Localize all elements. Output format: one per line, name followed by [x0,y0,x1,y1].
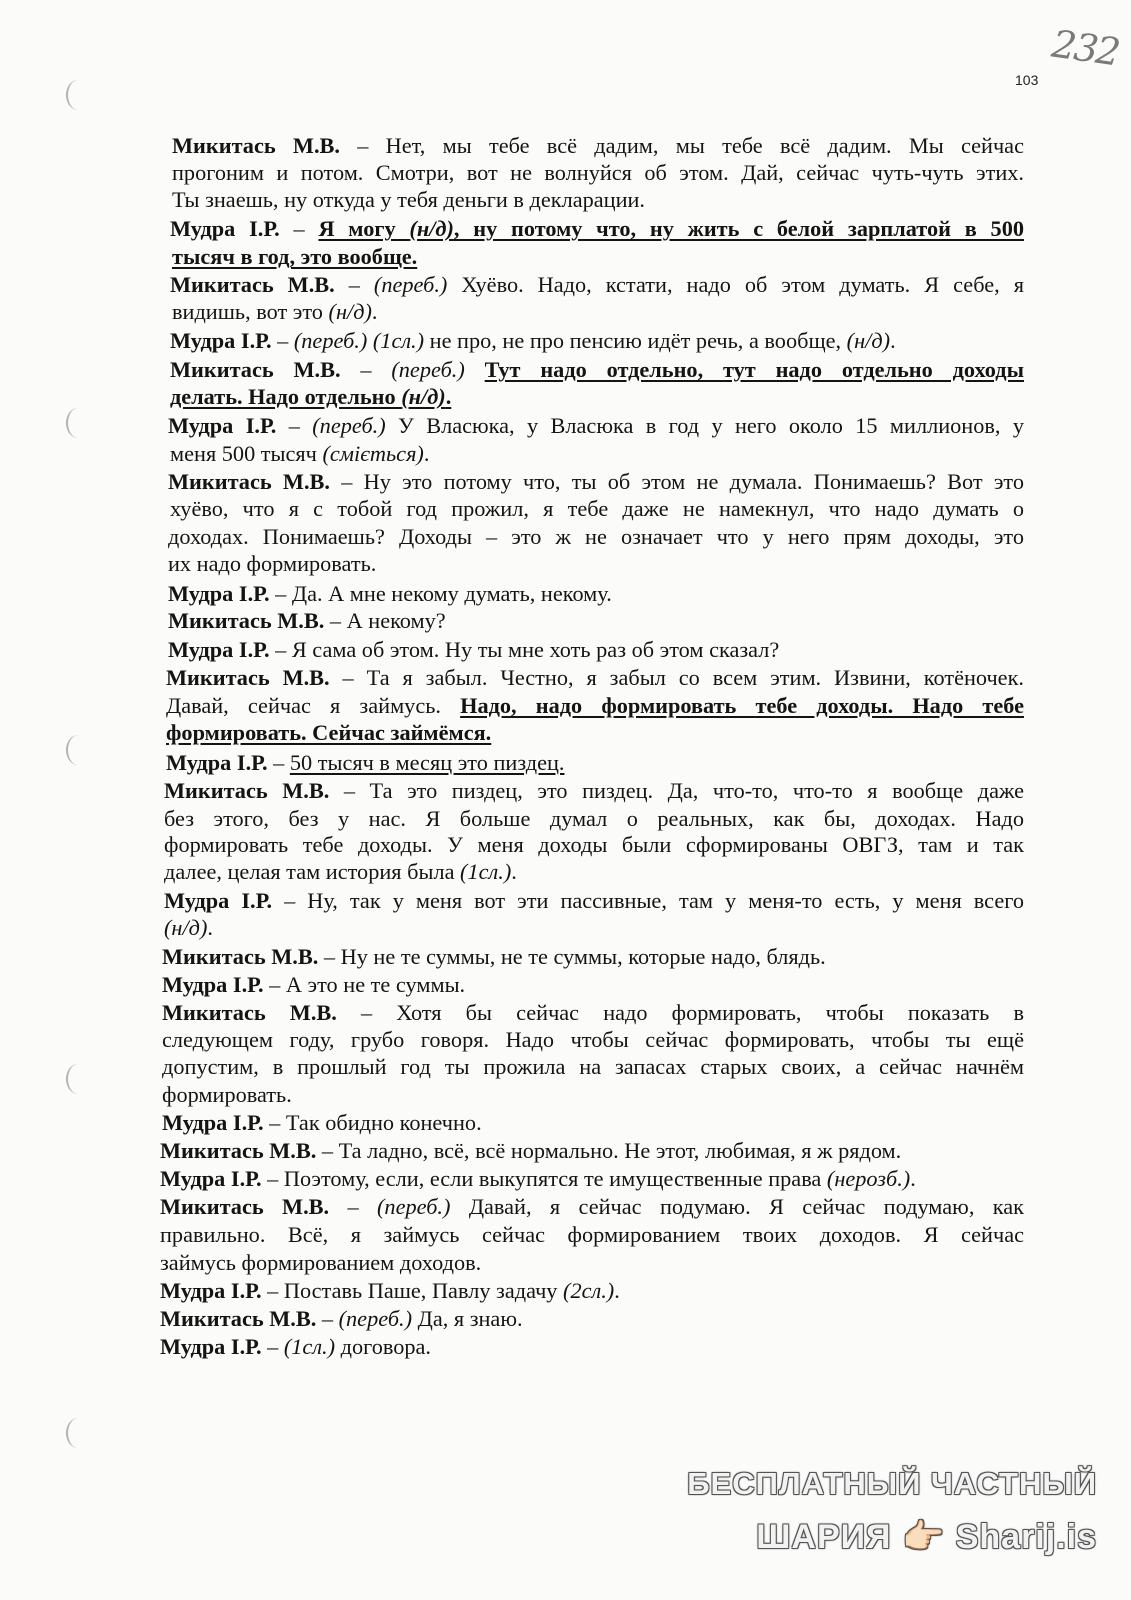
transcript-line [162,971,465,998]
speaker-name: Мудра І.Р. [168,581,270,606]
transcript-line [168,607,446,634]
transcript-line [162,1109,482,1136]
transcript-line [170,383,451,410]
transcript-line [164,777,1024,804]
line-text: 50 тысяч в месяц это пиздец. [289,750,565,775]
line-text: – Так обидно конечно. [263,1110,482,1135]
binder-hole-3 [66,735,90,765]
line-text: . [910,1166,916,1191]
handwritten-page-number: 232 [1049,21,1122,75]
line-text: (переб.) [373,272,448,297]
speaker-name: Мудра І.Р. [170,216,280,241]
transcript-line [160,1305,523,1332]
speaker-name: Мудра І.Р. [160,1278,262,1303]
line-text: – Я сама об этом. Ну ты мне хоть раз об этом сказал? [269,637,780,662]
line-text: Ты знаешь, ну откуда у тебя деньги в декларации. [172,187,646,212]
line-text: (н/д) [846,328,891,353]
line-text: . [614,1278,620,1303]
transcript-line [164,831,1024,858]
line-text: . [445,384,452,409]
speaker-name: Микитась М.В. [166,665,330,690]
transcript-line [160,1165,916,1192]
line-text: видишь, вот это [172,299,329,324]
transcript-line [164,914,213,941]
line-text: – Да. А мне некому думать, некому. [269,581,612,606]
line-text: (н/д) [328,299,372,324]
transcript-line [168,523,1024,550]
line-text: следующем году, грубо говоря. Надо чтобы сейчас формировать, чтобы ты ещё [162,1027,1024,1052]
transcript-line [166,749,564,776]
line-text: (сміється) [322,441,424,466]
line-text: Я могу [318,216,410,241]
line-text: делать. Надо отдельно [170,384,402,409]
line-text: У Власюка, у Власюка в год у него около 15 миллионов, у [385,413,1024,438]
transcript-line [170,271,1024,298]
transcript-line [172,243,417,270]
speaker-name: Микитась М.В. [160,1138,317,1163]
binder-hole-1 [66,80,90,110]
line-text: – [271,328,294,353]
line-text: – А это не те суммы. [263,972,466,997]
transcript-line [164,805,1024,832]
transcript-line [164,887,1024,914]
speaker-name: Мудра І.Р. [168,637,270,662]
transcript-line [160,1249,481,1276]
line-text: (1сл.) [283,1334,336,1359]
line-text: (переб.) (1сл.) [293,328,425,353]
transcript-line [172,132,1024,159]
transcript-line [172,186,645,213]
line-text: доходах. Понимаешь? Доходы – это ж не означает что у него прям доходы, это [168,524,1024,549]
speaker-name: Микитась М.В. [164,778,330,803]
transcript-line [162,999,1024,1026]
transcript-line [160,1137,901,1164]
line-text: – [316,1306,339,1331]
speaker-name: Микитась М.В. [160,1306,317,1331]
transcript-line [172,298,377,325]
line-text: – Поставь Паше, Павлу задачу [261,1278,564,1303]
transcript-line [160,1193,1024,1220]
transcript-line [162,1081,292,1108]
speaker-name: Мудра І.Р. [160,1334,262,1359]
line-text: . [511,859,517,884]
line-text: – Ну это потому что, ты об этом не думала. Понимаешь? Вот это [329,469,1024,494]
line-text: – Ну, так у меня вот эти пассивные, там у меня-то есть, у меня всего [272,888,1024,913]
speaker-name: Микитась М.В. [170,357,341,382]
line-text: – Та это пиздец, это пиздец. Да, что-то, что-то я вообще даже [329,778,1024,803]
line-text: – [276,413,313,438]
speaker-name: Микитась М.В. [170,272,335,297]
transcript-line [168,468,1024,495]
transcript-line [166,692,1024,719]
line-text [465,357,485,382]
line-text: – Хотя бы сейчас надо формировать, чтобы показать в [336,1000,1024,1025]
line-text: (2сл.) [563,1278,615,1303]
transcript-line [162,943,826,970]
line-text: формировать тебе доходы. У меня доходы были сформированы ОВГЗ, там и так [164,832,1024,857]
page-number: 103 [1015,72,1039,88]
speaker-name: Микитась М.В. [162,944,319,969]
transcript-line [170,356,1024,383]
speaker-name: Микитась М.В. [168,608,325,633]
line-text: правильно. Всё, я займусь сейчас формированием твоих доходов. Я сейчас [160,1222,1024,1247]
line-text: хуёво, что я с тобой год прожил, я тебе даже не намекнул, что надо думать о [170,496,1024,521]
transcript-line [166,719,491,746]
line-text: Давай, сейчас я займусь. [166,693,461,718]
line-text: , ну потому что, ну жить с белой зарплатой в 500 [453,216,1024,241]
line-text: – Та я забыл. Честно, я забыл со всем этим. Извини, котёночек. [329,665,1024,690]
speaker-name: Микитась М.В. [162,1000,337,1025]
line-text: Надо, надо формировать тебе доходы. Надо тебе [460,693,1024,718]
watermark-line-1: БЕСПЛАТНЫЙ ЧАСТНЫЙ [687,1466,1097,1501]
line-text: . [207,915,213,940]
line-text: без этого, без у нас. Я больше думал о реальных, как бы, доходах. Надо [164,806,1024,831]
watermark-line-2: ШАРИЯ 👉🏻 Sharij.is [756,1518,1097,1556]
line-text: (н/д) [401,384,446,409]
line-text: – Та ладно, всё, всё нормально. Не этот, любимая, я ж рядом. [316,1138,902,1163]
line-text: – А некому? [324,608,446,633]
line-text: (нерозб.) [826,1166,911,1191]
transcript-line [166,664,1024,691]
line-text: тысяч в год, это вообще. [172,244,418,269]
transcript-line [160,1333,431,1360]
speaker-name: Мудра І.Р. [162,972,264,997]
speaker-name: Микитась М.В. [160,1194,330,1219]
line-text: Хуёво. Надо, кстати, надо об этом думать. Я себе, я [447,272,1024,297]
binder-hole-5 [66,1418,90,1448]
line-text: – Ну не те суммы, не те суммы, которые надо, блядь. [318,944,826,969]
transcript-line [170,440,429,467]
line-text: (переб.) [391,357,465,382]
transcript-line [170,495,1024,522]
line-text: . [423,441,430,466]
line-text: Тут надо отдельно, тут надо отдельно доходы [484,357,1024,382]
line-text: формировать. Сейчас займёмся. [166,720,492,745]
transcript-line [172,159,1024,186]
line-text: – [340,357,392,382]
line-text: . [890,328,896,353]
line-text: – Нет, мы тебе всё дадим, мы тебе всё дадим. Мы сейчас [339,133,1024,158]
speaker-name: Мудра І.Р. [160,1166,262,1191]
transcript-line [162,1026,1024,1053]
transcript-line [168,636,779,663]
transcript-line [160,1277,620,1304]
transcript-line [168,550,376,577]
line-text: (1сл.) [460,859,512,884]
line-text: прогоним и потом. Смотри, вот не волнуйся об этом. Дай, сейчас чуть-чуть этих. [172,160,1024,185]
line-text: их надо формировать. [168,551,377,576]
line-text: займусь формированием доходов. [160,1250,482,1275]
transcript-line [164,858,517,885]
line-text: допустим, в прошлый год ты прожила на запасах старых своих, а сейчас начнём [162,1054,1024,1079]
speaker-name: Мудра І.Р. [162,1110,264,1135]
line-text: – [261,1334,284,1359]
line-text: договора. [335,1334,432,1359]
speaker-name: Микитась М.В. [168,469,330,494]
speaker-name: Мудра І.Р. [164,888,273,913]
line-text: – Поэтому, если, если выкупятся те имущественные права [261,1166,827,1191]
line-text: Да, я знаю. [412,1306,523,1331]
line-text: формировать. [162,1082,292,1107]
transcript-line [168,580,612,607]
line-text: Давай, я сейчас подумаю. Я сейчас подумаю, как [450,1194,1024,1219]
line-text: не про, не про пенсию идёт речь, а вообще, [424,328,847,353]
transcript-line [170,327,896,354]
binder-hole-4 [66,1064,90,1094]
line-text: (переб.) [338,1306,413,1331]
speaker-name: Мудра І.Р. [170,328,272,353]
line-text: – [267,750,290,775]
transcript-line [170,215,1024,242]
line-text: (переб.) [377,1194,451,1219]
line-text: – [334,272,374,297]
line-text: (н/д) [164,915,208,940]
line-text: – [279,216,319,241]
transcript-line [162,1053,1024,1080]
speaker-name: Мудра І.Р. [166,750,268,775]
speaker-name: Микитась М.В. [172,133,340,158]
line-text: (н/д) [409,216,454,241]
line-text: – [329,1194,377,1219]
transcript-line [160,1221,1024,1248]
line-text: . [371,299,378,324]
line-text: далее, целая там история была [164,859,461,884]
line-text: (переб.) [312,413,386,438]
line-text: меня 500 тысяч [170,441,323,466]
transcript-line [168,412,1024,439]
binder-hole-2 [66,408,90,438]
speaker-name: Мудра І.Р. [168,413,277,438]
